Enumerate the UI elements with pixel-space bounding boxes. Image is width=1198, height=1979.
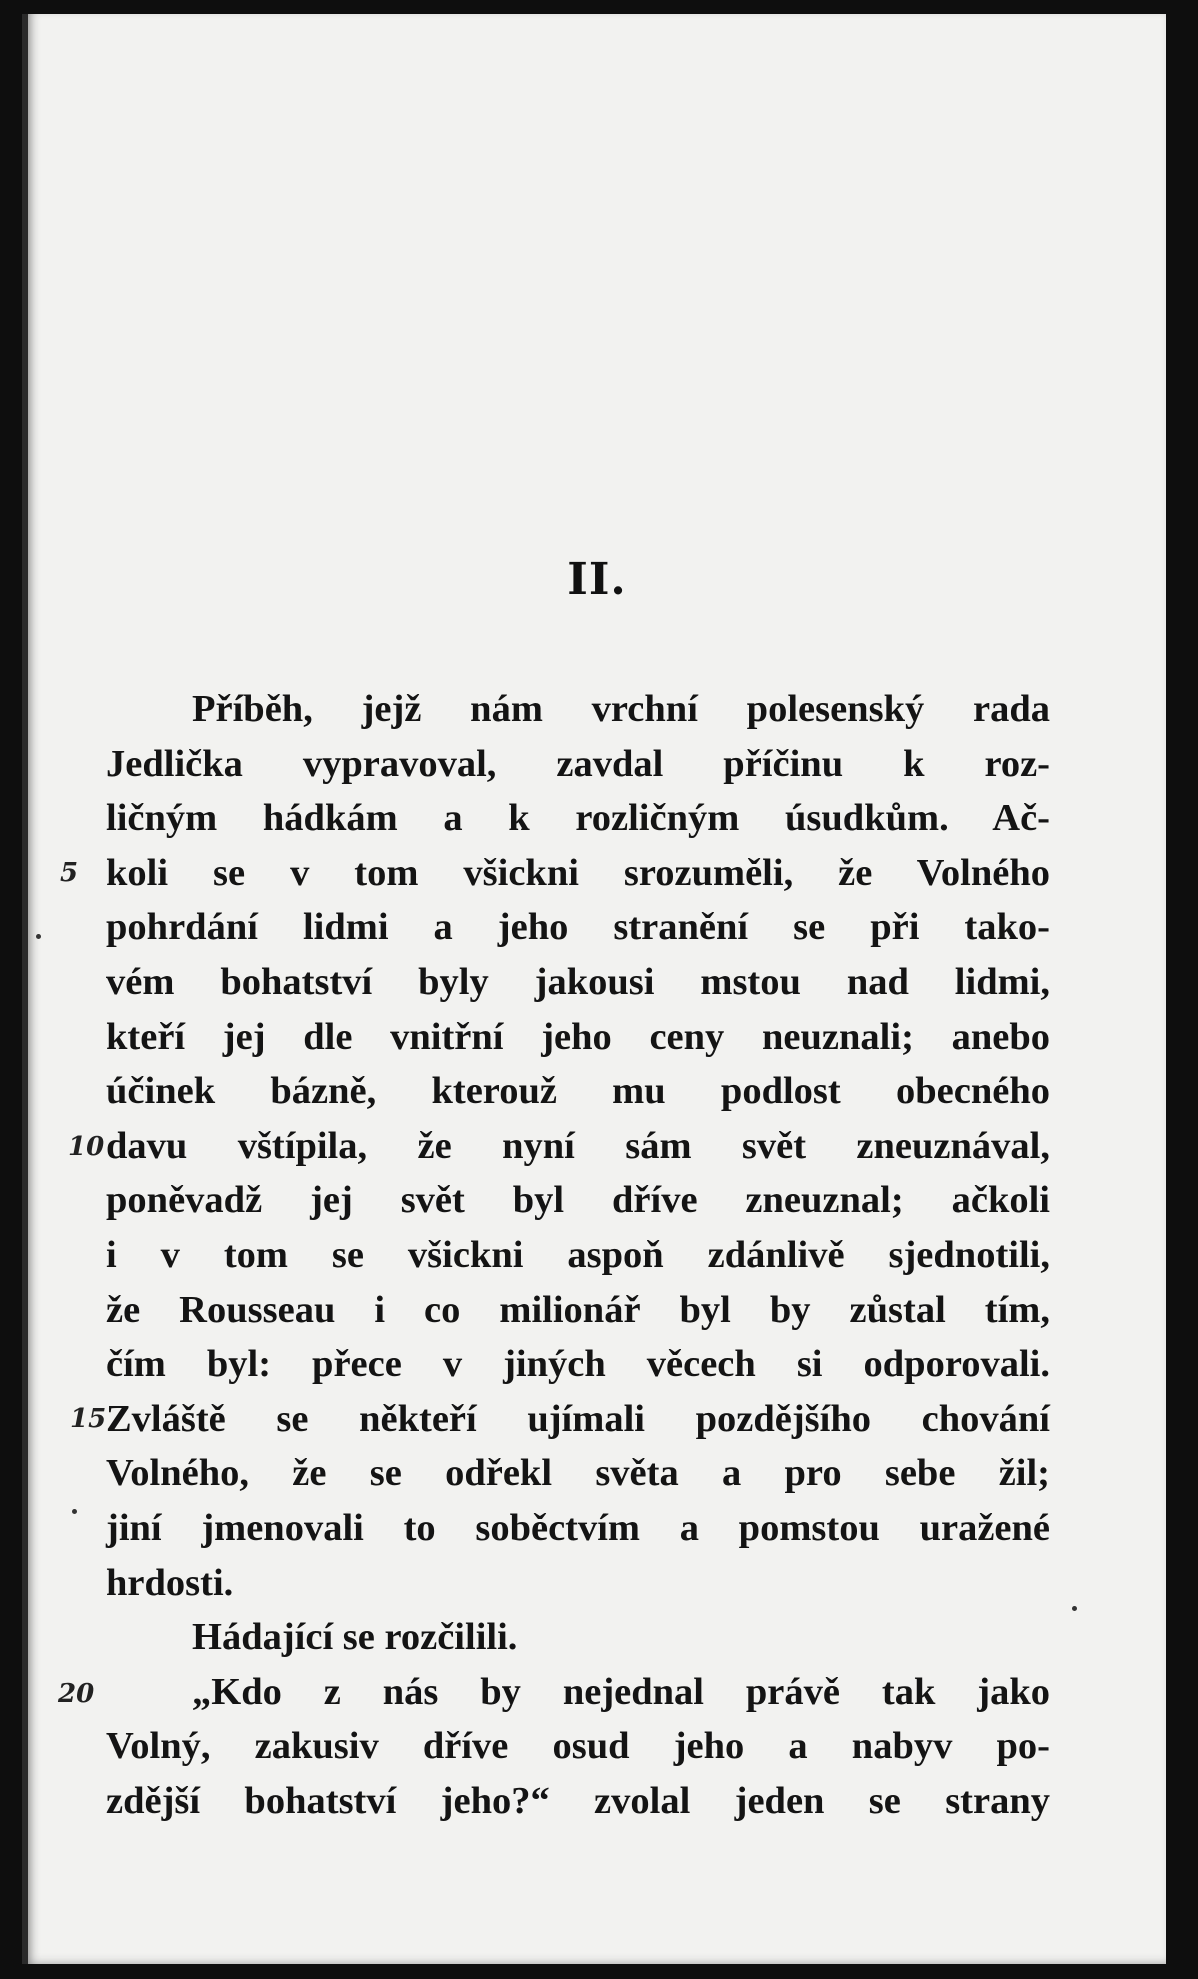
text-line: koli se v tom všickni srozuměli, že Volného bbox=[106, 851, 1050, 894]
body-text bbox=[106, 682, 1050, 1828]
text-line: Volného, že se odřekl světa a pro sebe žil; bbox=[106, 1452, 1050, 1495]
chapter-heading: II. bbox=[567, 554, 627, 605]
ink-speck bbox=[36, 934, 41, 939]
line-number-20: 20 bbox=[58, 1679, 95, 1709]
ink-speck bbox=[72, 1509, 77, 1514]
text-line: i v tom se všickni aspoň zdánlivě sjednotili, bbox=[106, 1233, 1050, 1276]
text-line: Hádající se rozčilili. bbox=[192, 1616, 518, 1659]
text-line: pohrdání lidmi a jeho stranění se při tako- bbox=[106, 906, 1050, 949]
text-line: hrdosti. bbox=[106, 1561, 234, 1604]
ink-speck bbox=[1072, 1606, 1077, 1611]
text-line: vém bohatství byly jakousi mstou nad lidmi, bbox=[106, 960, 1050, 1003]
line-number-10: 10 bbox=[68, 1132, 105, 1162]
text-line: účinek bázně, kterouž mu podlost obecného bbox=[106, 1070, 1050, 1113]
text-line: Jedlička vypravoval, zavdal příčinu k roz- bbox=[106, 742, 1050, 785]
book-page bbox=[22, 14, 1166, 1964]
text-line: davu vštípila, že nyní sám svět zneuznával, bbox=[106, 1124, 1050, 1167]
text-line: jiní jmenovali to soběctvím a pomstou uražené bbox=[106, 1506, 1050, 1549]
text-line: „Kdo z nás by nejednal právě tak jako bbox=[192, 1670, 1050, 1713]
text-line: kteří jej dle vnitřní jeho ceny neuznali; anebo bbox=[106, 1015, 1050, 1058]
text-line: poněvadž jej svět byl dříve zneuznal; ačkoli bbox=[106, 1179, 1050, 1222]
text-line: Zvláště se někteří ujímali pozdějšího chování bbox=[106, 1397, 1050, 1440]
text-line: ličným hádkám a k rozličným úsudkům. Ač- bbox=[106, 797, 1050, 840]
line-number-5: 5 bbox=[60, 858, 79, 888]
line-number-15: 15 bbox=[70, 1404, 107, 1434]
text-line: Volný, zakusiv dříve osud jeho a nabyv po- bbox=[106, 1725, 1050, 1768]
text-line: že Rousseau i co milionář byl by zůstal tím, bbox=[106, 1288, 1050, 1331]
text-line: Příběh, jejž nám vrchní polesenský rada bbox=[192, 688, 1050, 730]
text-line: zdější bohatství jeho?“ zvolal jeden se strany bbox=[106, 1779, 1050, 1822]
text-line: čím byl: přece v jiných věcech si odporovali. bbox=[106, 1343, 1050, 1386]
